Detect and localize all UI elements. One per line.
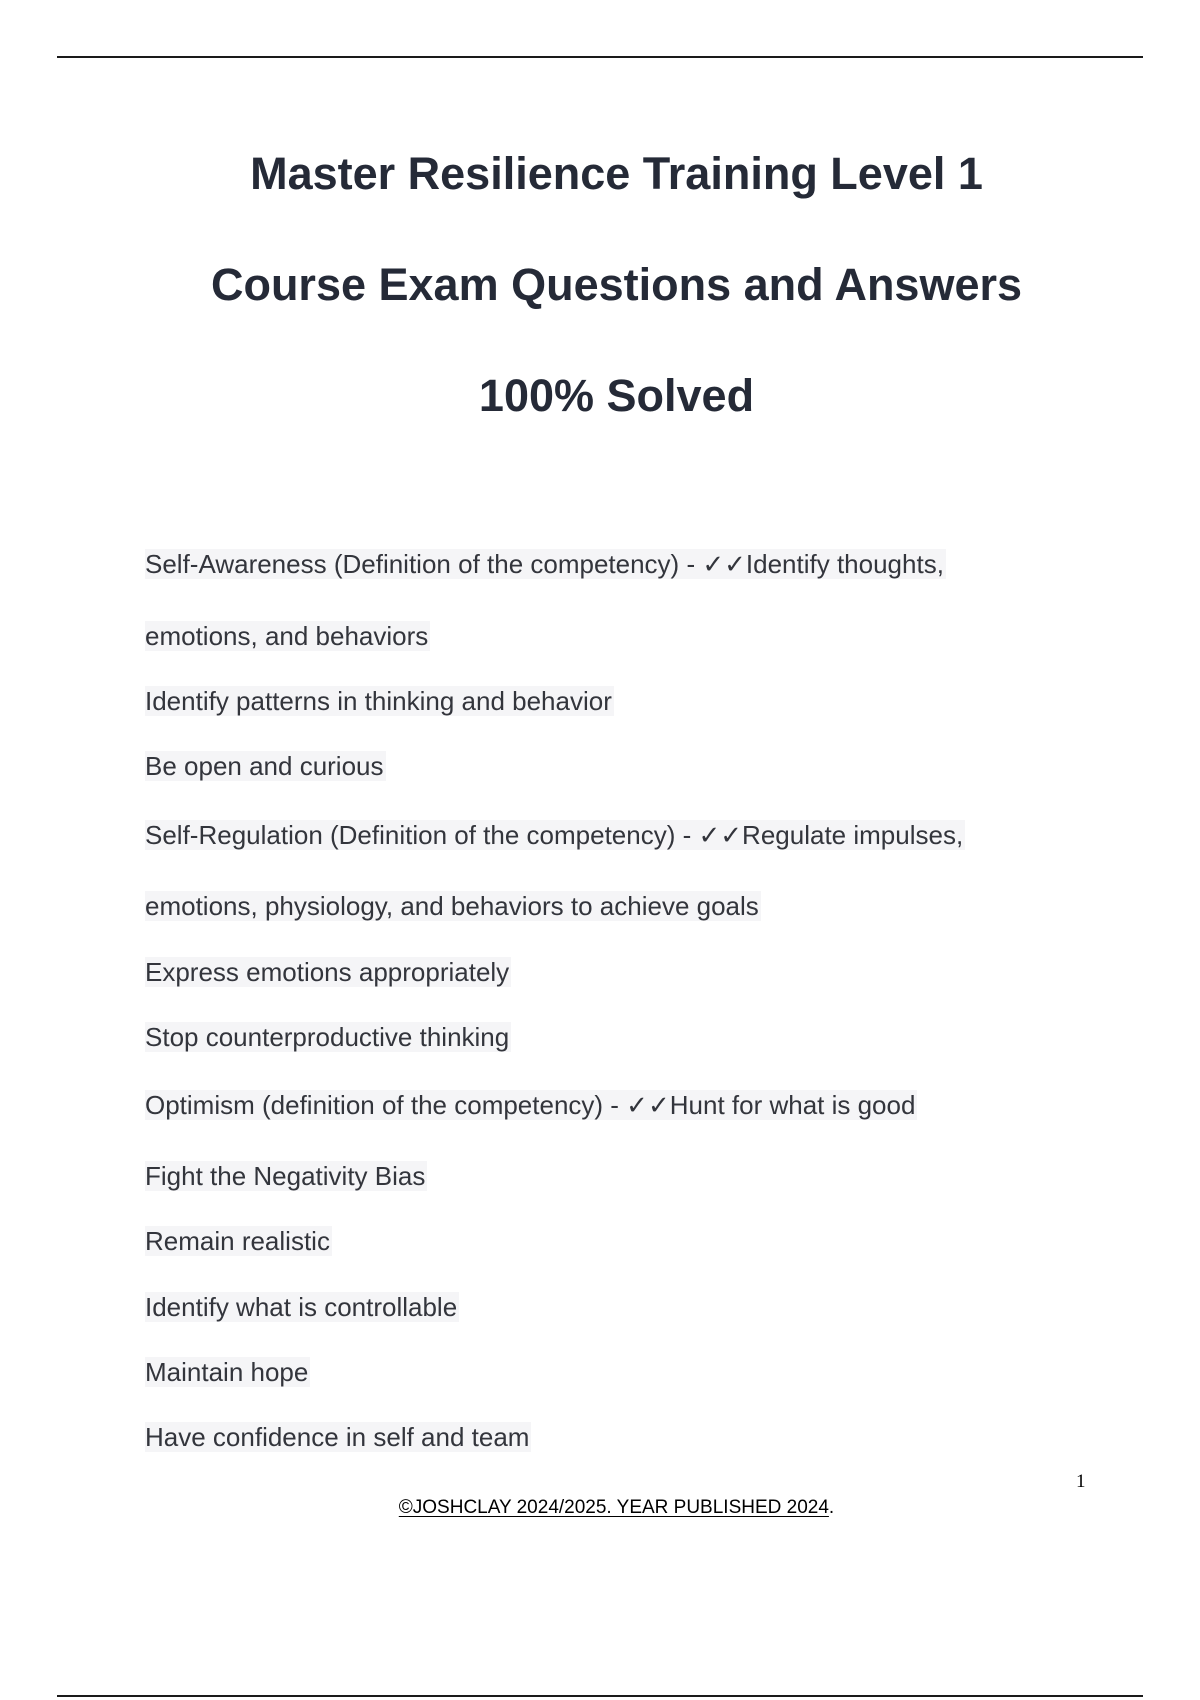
text-line bbox=[145, 619, 430, 653]
text-line-content: Have confidence in self and team bbox=[145, 1422, 530, 1452]
text-line-content: Stop counterproductive thinking bbox=[145, 1022, 510, 1052]
text-line bbox=[145, 1088, 917, 1122]
text-line-content: Self-Awareness (Definition of the competency) - ✓✓Identify thoughts, bbox=[145, 549, 944, 579]
footer-copyright bbox=[0, 1497, 1200, 1519]
text-line-content: Remain realistic bbox=[145, 1226, 330, 1256]
text-line bbox=[145, 684, 614, 718]
footer-copyright-suffix: . bbox=[828, 1497, 835, 1518]
top-rule bbox=[57, 56, 1143, 58]
text-line-content: Fight the Negativity Bias bbox=[145, 1161, 426, 1191]
text-line bbox=[145, 1355, 310, 1389]
text-line bbox=[145, 1020, 511, 1054]
text-line bbox=[145, 1420, 531, 1454]
text-line-content: Identify patterns in thinking and behavior bbox=[145, 686, 612, 716]
page-number: 1 bbox=[1076, 1471, 1086, 1492]
document-title-line-3: 100% Solved bbox=[478, 370, 755, 421]
text-line bbox=[145, 1290, 459, 1324]
text-line-content: Express emotions appropriately bbox=[145, 957, 510, 987]
text-line bbox=[145, 547, 946, 581]
bottom-rule bbox=[57, 1695, 1143, 1697]
document-title-line-1: Master Resilience Training Level 1 bbox=[250, 148, 983, 199]
text-line-content: Maintain hope bbox=[145, 1357, 309, 1387]
text-line-content: Self-Regulation (Definition of the competency) - ✓✓Regulate impulses, bbox=[145, 820, 964, 850]
text-line-content: Be open and curious bbox=[145, 751, 384, 781]
text-line-content: emotions, physiology, and behaviors to achieve goals bbox=[145, 891, 759, 921]
text-line bbox=[145, 1159, 427, 1193]
text-line-content: Identify what is controllable bbox=[145, 1292, 458, 1322]
text-line bbox=[145, 955, 511, 989]
document-title-line-2: Course Exam Questions and Answers bbox=[210, 259, 1023, 310]
text-line bbox=[145, 1224, 332, 1258]
text-line-content: emotions, and behaviors bbox=[145, 621, 429, 651]
text-line bbox=[145, 749, 386, 783]
footer-copyright-text: ©JOSHCLAY 2024/2025. YEAR PUBLISHED 2024 bbox=[398, 1497, 829, 1518]
text-line bbox=[145, 818, 965, 852]
text-line-content: Optimism (definition of the competency) - ✓✓Hunt for what is good bbox=[145, 1090, 916, 1120]
text-line bbox=[145, 889, 761, 923]
